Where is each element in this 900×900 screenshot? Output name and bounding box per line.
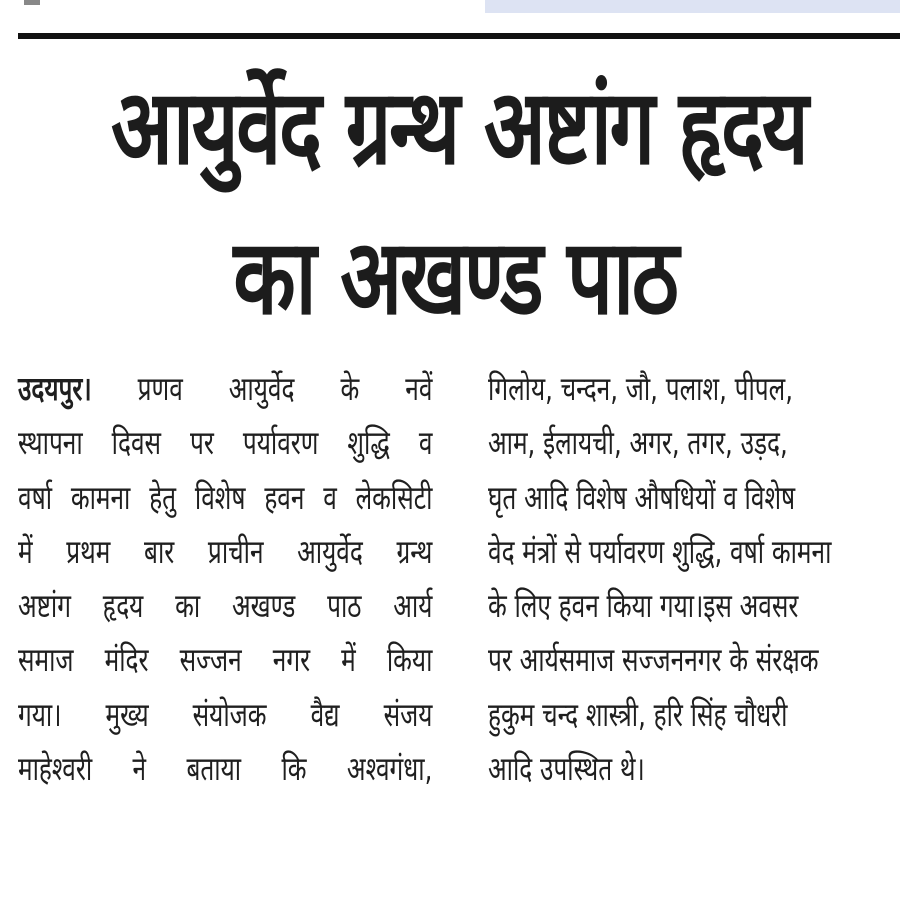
article-line: अष्टांग हृदय का अखण्ड पाठ आर्य — [18, 586, 433, 626]
article-line: गया। मुख्य संयोजक वैद्य संजय — [18, 694, 433, 734]
headline — [111, 52, 807, 352]
article-column-left — [18, 362, 438, 892]
headline-rule — [18, 33, 900, 39]
article-line: पर आर्यसमाज सज्जननगर के संरक्षक — [488, 640, 819, 680]
headline-line-1: आयुर्वेद ग्रन्थ अष्टांग हृदय — [111, 66, 807, 188]
article-line: माहेश्वरी ने बताया कि अश्वगंधा, — [18, 749, 433, 789]
article-line: समाज मंदिर सज्जन नगर में किया — [18, 640, 433, 680]
article-line: आम, ईलायची, अगर, तगर, उड़द, — [488, 423, 788, 463]
article-line: वर्षा कामना हेतु विशेष हवन व लेकसिटी — [18, 477, 433, 517]
article-line: आदि उपस्थित थे। — [488, 749, 645, 789]
article-line: हुकुम चन्द शास्त्री, हरि सिंह चौधरी — [488, 694, 788, 734]
article-line: उदयपुर। प्रणव आयुर्वेद के नवें — [18, 369, 433, 408]
article-line: घृत आदि विशेष औषधियों व विशेष — [488, 477, 796, 517]
article-line: में प्रथम बार प्राचीन आयुर्वेद ग्रन्थ — [18, 531, 433, 571]
headline-line-2: का अखण्ड पाठ — [233, 216, 677, 338]
article-line: स्थापना दिवस पर पर्यावरण शुद्धि व — [18, 423, 433, 463]
dateline: उदयपुर। — [18, 369, 92, 408]
article-line: के लिए हवन किया गया।इस अवसर — [488, 586, 799, 626]
top-shaded-strip — [485, 0, 900, 13]
article-column-right — [488, 362, 900, 892]
article-line: गिलोय, चन्दन, जौ, पलाश, पीपल, — [488, 369, 793, 408]
article-line: वेद मंत्रों से पर्यावरण शुद्धि, वर्षा कामना — [488, 531, 832, 571]
cropped-mark — [24, 0, 40, 5]
